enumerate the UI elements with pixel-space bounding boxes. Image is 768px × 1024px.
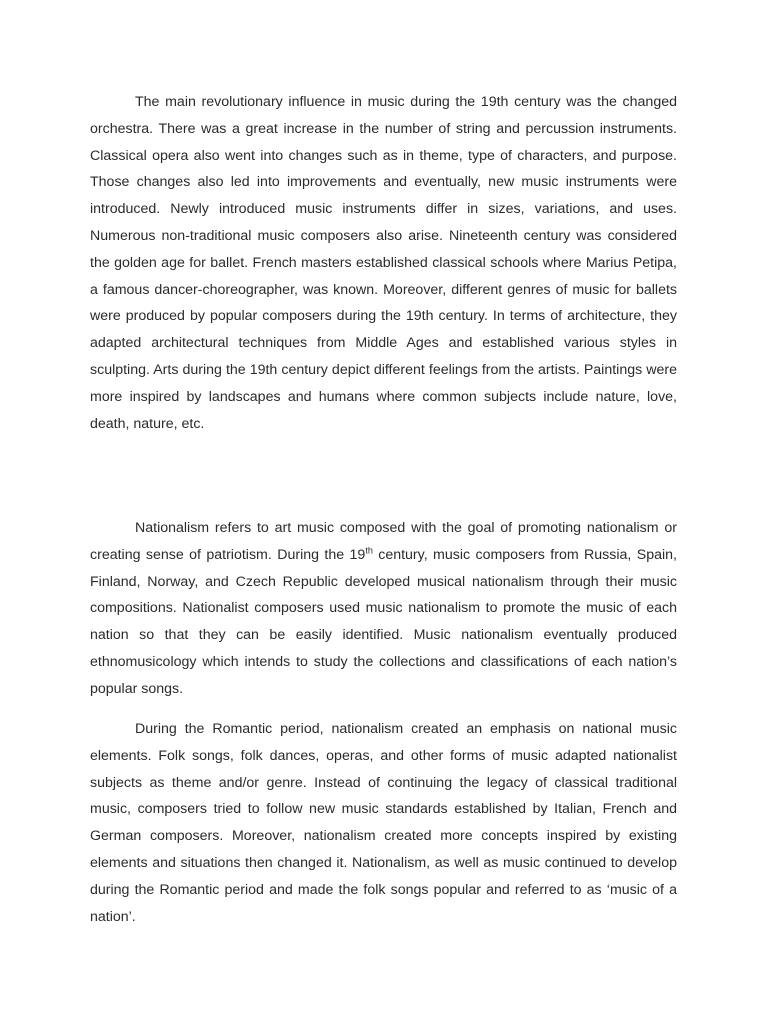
paragraph-text-part: Nationalism refers to art music composed with the goal of promoting nationalism or creating sense of patriotism. During the 19 bbox=[90, 520, 677, 563]
paragraph-text: The main revolutionary influence in music during the 19th century was the changed orchestra. There was a great increase in the number of string and percussion instruments. Classical opera also went into changes such as in theme, type of characters, and purpose. Those changes also led into improvements and eventually, new music instruments were introduced. Newly introduced music instruments differ in sizes, variations, and uses. Numerous non-traditional music composers also arise. Nineteenth century was considered the golden age for ballet. French masters established classical schools where Marius Petipa, a famous dancer-choreographer, was known. Moreover, different genres of music for ballets were produced by popular composers during the 19th century. In terms of architecture, they adapted architectural techniques from Middle Ages and established various styles in sculpting. Arts during the 19th century depict different feelings from the artists. Paintings were more inspired by landscapes and humans where common subjects include nature, love, death, nature, etc. bbox=[90, 94, 677, 432]
paragraph-19th-century-music bbox=[90, 89, 677, 437]
paragraph-text: During the Romantic period, nationalism created an emphasis on national music elements. Folk songs, folk dances, operas, and other forms of music adapted nationalist subjects as theme and/or genre. Instead of continuing the legacy of classical traditional music, composers tried to follow new music standards established by Italian, French and German composers. Moreover, nationalism created more concepts inspired by existing elements and situations then changed it. Nationalism, as well as music continued to develop during the Romantic period and made the folk songs popular and referred to as ‘music of a nation’. bbox=[90, 721, 677, 925]
paragraph-text bbox=[90, 515, 677, 703]
superscript-th: th bbox=[365, 545, 373, 556]
paragraph-romantic-period bbox=[90, 716, 677, 930]
paragraph-text-part: century, music composers from Russia, Spain, Finland, Norway, and Czech Republic developed musical nationalism through their music compositions. Nationalist composers used music nationalism to promote the music of each nation so that they can be easily identified. Music nationalism eventually produced ethnomusicology which intends to study the collections and classifications of each nation’s popular songs. bbox=[90, 546, 677, 697]
paragraph-nationalism-definition bbox=[90, 515, 677, 703]
